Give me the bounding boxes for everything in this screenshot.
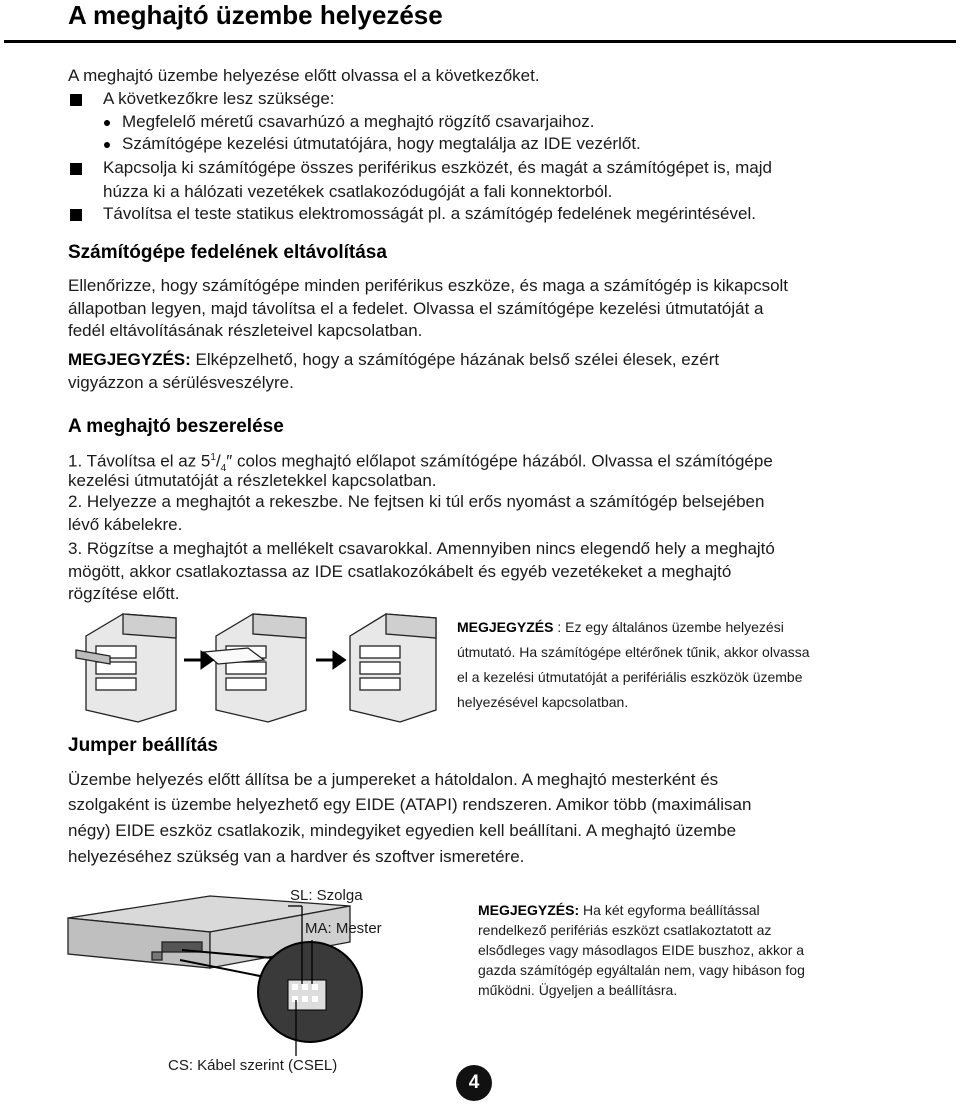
step-line: mögött, akkor csatlakoztassa az IDE csatlakozókábelt és egyéb vezetékeket a meghajtó (68, 562, 732, 581)
round-bullet-icon (104, 120, 110, 126)
paragraph-line: szolgaként is üzembe helyezhető egy EIDE (ATAPI) rendszeren. Amikor több (maximálisan (68, 795, 752, 814)
page-title: A meghajtó üzembe helyezése (68, 0, 443, 30)
section-heading: Számítógépe fedelének eltávolítása (68, 242, 387, 263)
paragraph-line: fedél eltávolításának részleteivel kapcsolatban. (68, 321, 423, 340)
square-bullet-icon (70, 209, 82, 221)
note-text: rendelkező perifériás eszközt csatlakoztatott az (478, 922, 772, 938)
jumper-label-cs: CS: Kábel szerint (CSEL) (168, 1057, 338, 1074)
intro-item: húzza ki a hálózati vezetékek csatlakozódugóját a fali konnektorból. (103, 182, 613, 201)
step-text: ″ colos meghajtó előlapot számítógépe házából. Olvassa el számítógépe (226, 451, 773, 471)
intro-item: Távolítsa el teste statikus elektromosságát pl. a számítógép fedelének megérintésével. (103, 204, 756, 223)
install-note (457, 615, 810, 715)
note-label: MEGJEGYZÉS: (478, 902, 580, 918)
step-line: kezelési útmutatóját a részletekkel kapcsolatban. (68, 471, 437, 490)
note-text: Ha két egyforma beállítással (579, 902, 760, 918)
intro-item: Számítógépe kezelési útmutatójára, hogy megtalálja az IDE vezérlőt. (122, 134, 641, 153)
step-text: 1. Távolítsa el az 5 (68, 451, 211, 471)
intro-lead: A meghajtó üzembe helyezése előtt olvassa el a következőket. (68, 66, 540, 85)
jumper-diagram (60, 880, 440, 1070)
intro-item: Kapcsolja ki számítógépe összes periférikus eszközét, és magát a számítógépet is, majd (103, 158, 772, 177)
page-number: 4 (456, 1065, 492, 1101)
jumper-note (478, 900, 805, 1000)
jumper-label-ma: MA: Mester (305, 920, 382, 937)
step-line: lévő kábelekre. (68, 515, 183, 534)
paragraph-line: állapotban legyen, majd távolítsa el a fedelet. Olvassa el számítógépe kezelési útmutatóját a (68, 299, 764, 318)
note-text: Elképzelhető, hogy a számítógépe házának belső szélei élesek, ezért (190, 350, 720, 369)
section-heading: Jumper beállítás (68, 735, 218, 756)
square-bullet-icon (70, 94, 82, 106)
note-label: MEGJEGYZÉS: (68, 350, 191, 369)
note-line (68, 350, 719, 370)
note-text: útmutató. Ha számítógépe eltérőnek tűnik, akkor olvassa (457, 644, 810, 660)
note-text: helyezésével kapcsolatban. (457, 694, 629, 710)
paragraph-line: Ellenőrizze, hogy számítógépe minden periférikus eszköze, és maga a számítógép is kikapcsolt (68, 276, 789, 295)
note-text: el a kezelési útmutatóját a perifériális eszközök üzembe (457, 669, 803, 685)
drive-installation-illustration (68, 608, 448, 726)
step-line: 3. Rögzítse a meghajtót a mellékelt csavarokkal. Amennyiben nincs elegendő hely a meghajtó (68, 539, 775, 558)
note-label: MEGJEGYZÉS (457, 619, 554, 635)
paragraph-line: Üzembe helyezés előtt állítsa be a jumpereket a hátoldalon. A meghajtó mesterként és (68, 770, 719, 789)
step-line: rögzítése előtt. (68, 584, 180, 603)
step-line: 2. Helyezze a meghajtót a rekeszbe. Ne fejtsen ki túl erős nyomást a számítógép belsejében (68, 492, 765, 511)
paragraph-line: négy) EIDE eszköz csatlakozik, mindegyiket egyedien kell beállítani. A meghajtó üzembe (68, 821, 737, 840)
fraction-numerator: 1 (210, 452, 216, 463)
square-bullet-icon (70, 163, 82, 175)
note-text: gazda számítógép egyáltalán nem, vagy hibáson fog (478, 962, 805, 978)
note-line: vigyázzon a sérülésveszélyre. (68, 373, 294, 392)
note-text: működni. Ügyeljen a beállításra. (478, 982, 678, 998)
intro-item: A következőkre lesz szüksége: (103, 89, 335, 108)
fraction-slash: / (215, 451, 221, 471)
jumper-label-sl: SL: Szolga (290, 887, 363, 904)
intro-item: Megfelelő méretű csavarhúzó a meghajtó rögzítő csavarjaihoz. (122, 112, 595, 131)
note-text: : Ez egy általános üzembe helyezési (553, 619, 784, 635)
title-rule (4, 40, 956, 43)
note-text: elsődleges vagy másodlagos EIDE buszhoz, akkor a (478, 942, 805, 958)
section-heading: A meghajtó beszerelése (68, 416, 284, 437)
round-bullet-icon (104, 142, 110, 148)
fraction-denominator: 4 (220, 463, 227, 475)
paragraph-line: helyezéséhez szükség van a hardver és szoftver ismeretére. (68, 847, 525, 866)
